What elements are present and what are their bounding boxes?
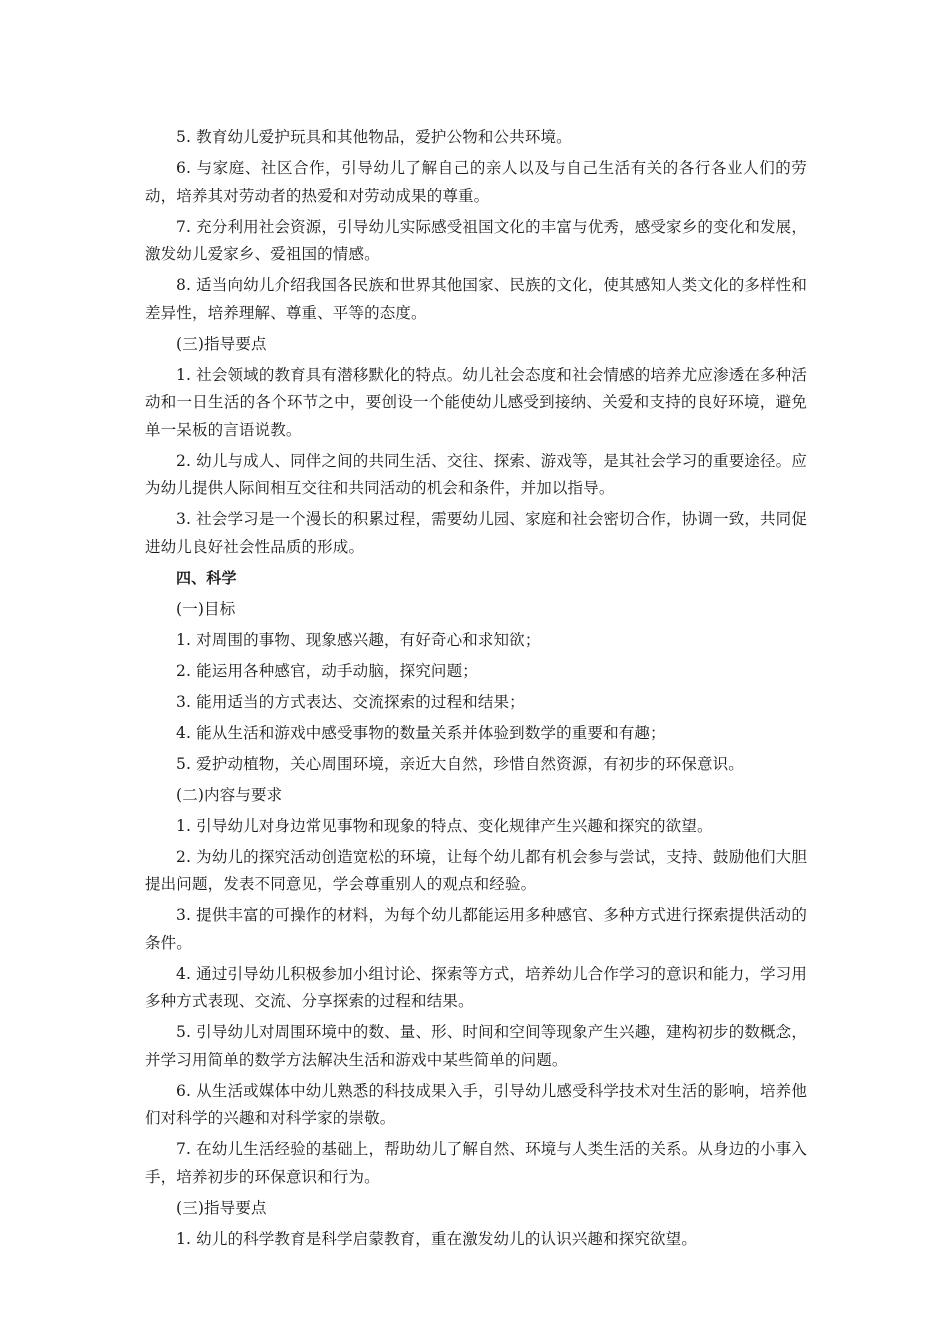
paragraph: 4. 通过引导幼儿积极参加小组讨论、探索等方式，培养幼儿合作学习的意识和能力，学习用多种方式表现、交流、分享探索的过程和结果。 <box>145 964 807 1010</box>
paragraph: 4. 能从生活和游戏中感受事物的数量关系并体验到数学的重要和有趣； <box>176 723 666 742</box>
paragraph: (三)指导要点 <box>176 334 267 353</box>
paragraph: (二)内容与要求 <box>176 785 283 804</box>
paragraph: 1. 引导幼儿对身边常见事物和现象的特点、变化规律产生兴趣和探究的欲望。 <box>176 816 713 835</box>
paragraph: 6. 与家庭、社区合作，引导幼儿了解自己的亲人以及与自己生活有关的各行各业人们的劳动，培养其对劳动者的热爱和对劳动成果的尊重。 <box>145 159 807 205</box>
paragraph: 3. 能用适当的方式表达、交流探索的过程和结果； <box>176 692 525 711</box>
section-heading: 四、科学 <box>176 568 237 587</box>
paragraph: 2. 能运用各种感官，动手动脑，探究问题； <box>176 661 478 680</box>
paragraph: 1. 对周围的事物、现象感兴趣，有好奇心和求知欲； <box>176 630 541 649</box>
paragraph: 5. 爱护动植物，关心周围环境，亲近大自然，珍惜自然资源，有初步的环保意识。 <box>176 754 744 773</box>
paragraph: 7. 在幼儿生活经验的基础上，帮助幼儿了解自然、环境与人类生活的关系。从身边的小事入手，培养初步的环保意识和行为。 <box>145 1140 807 1186</box>
paragraph: 8. 适当向幼儿介绍我国各民族和世界其他国家、民族的文化，使其感知人类文化的多样性和差异性，培养理解、尊重、平等的态度。 <box>145 276 807 322</box>
paragraph: 5. 教育幼儿爱护玩具和其他物品，爱护公物和公共环境。 <box>176 128 572 146</box>
document-body <box>145 124 807 1257</box>
paragraph: 1. 社会领域的教育具有潜移默化的特点。幼儿社会态度和社会情感的培养尤应渗透在多种活动和一日生活的各个环节之中，要创设一个能使幼儿感受到接纳、关爱和支持的良好环境，避免单一呆板的言语说教。 <box>145 365 807 439</box>
paragraph: 5. 引导幼儿对周围环境中的数、量、形、时间和空间等现象产生兴趣，建构初步的数概念，并学习用简单的数学方法解决生活和游戏中某些简单的问题。 <box>145 1023 807 1069</box>
paragraph: 2. 幼儿与成人、同伴之间的共同生活、交往、探索、游戏等，是其社会学习的重要途径。应为幼儿提供人际间相互交往和共同活动的机会和条件，并加以指导。 <box>145 451 807 497</box>
paragraph: (一)目标 <box>176 599 236 618</box>
paragraph: 2. 为幼儿的探究活动创造宽松的环境，让每个幼儿都有机会参与尝试，支持、鼓励他们大胆提出问题，发表不同意见，学会尊重别人的观点和经验。 <box>145 847 807 893</box>
paragraph: (三)指导要点 <box>176 1198 267 1217</box>
paragraph: 6. 从生活或媒体中幼儿熟悉的科技成果入手，引导幼儿感受科学技术对生活的影响，培养他们对科学的兴趣和对科学家的崇敬。 <box>145 1081 807 1127</box>
paragraph: 3. 提供丰富的可操作的材料，为每个幼儿都能运用多种感官、多种方式进行探索提供活动的条件。 <box>145 906 807 952</box>
paragraph: 3. 社会学习是一个漫长的积累过程，需要幼儿园、家庭和社会密切合作，协调一致，共同促进幼儿良好社会性品质的形成。 <box>145 510 807 556</box>
paragraph: 7. 充分利用社会资源，引导幼儿实际感受祖国文化的丰富与优秀，感受家乡的变化和发展，激发幼儿爱家乡、爱祖国的情感。 <box>145 217 807 263</box>
paragraph: 1. 幼儿的科学教育是科学启蒙教育，重在激发幼儿的认识兴趣和探究欲望。 <box>176 1229 697 1248</box>
